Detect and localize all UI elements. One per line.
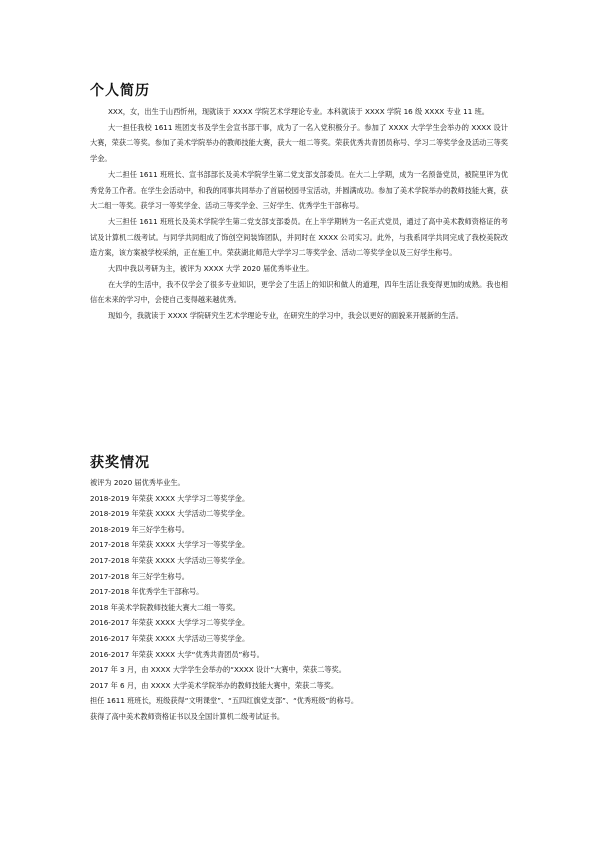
bio-body xyxy=(90,104,508,324)
bio-paragraph: XXX，女，出生于山西忻州，现就读于 XXXX 学院艺术学理论专业。本科就读于 XXXX 学院 16 级 XXXX 专业 11 班。 xyxy=(108,107,489,116)
bio-paragraph: 大四中我以考研为主，被评为 XXXX 大学 2020 届优秀毕业生。 xyxy=(108,264,314,274)
award-item: 2018 年美术学院教师技能大赛大二组一等奖。 xyxy=(90,602,240,612)
bio-paragraph: 现如今，我就读于 XXXX 学院研究生艺术学理论专业，在研究生的学习中，我会以更好的面貌来开展新的生活。 xyxy=(108,311,463,321)
award-item: 2017-2018 年优秀学生干部称号。 xyxy=(90,587,204,597)
award-item: 被评为 2020 届优秀毕业生。 xyxy=(90,478,185,487)
award-item: 2016-2017 年荣获 XXXX 大学活动三等奖学金。 xyxy=(90,633,250,643)
award-item: 2016-2017 年荣获 XXXX 大学学习二等奖学金。 xyxy=(90,618,250,628)
awards-list xyxy=(90,475,510,725)
award-item: 2018-2019 年三好学生称号。 xyxy=(90,524,189,534)
award-item: 2017-2018 年荣获 XXXX 大学活动三等奖学金。 xyxy=(90,555,250,565)
bio-paragraph: 大一担任我校 1611 班团支书及学生会宣书部干事，成为了一名入党积极分子。参加了 XXXX 大学学生会举办的 XXXX 设计大赛，荣获二等奖。参加了美术学院举办的教师技能大赛，获大一组二等奖。荣获优秀共青团员称号、学习二等奖学金及活动三等奖学金。 xyxy=(90,122,508,164)
award-item: 2018-2019 年荣获 XXXX 大学学习二等奖学金。 xyxy=(90,493,250,503)
award-item: 2017-2018 年荣获 XXXX 大学学习一等奖学金。 xyxy=(90,540,250,550)
award-item: 获得了高中美术教师资格证书以及全国计算机二级考试证书。 xyxy=(90,711,285,721)
award-item: 2017 年 3 月，由 XXXX 大学学生会举办的“XXXX 设计”大赛中，荣获二等奖。 xyxy=(90,665,346,675)
bio-paragraph: 在大学的生活中，我不仅学会了很多专业知识，更学会了生活上的知识和做人的道理，四年生活让我变得更加的成熟。我也相信在未来的学习中，会使自己变得越来越优秀。 xyxy=(90,279,508,305)
bio-paragraph: 大二担任 1611 班班长、宣书部部长及美术学院学生第二党支部支部委员。在大二上学期，成为一名预备党员，被院里评为优秀党务工作者。在学生会活动中，和我的同事共同举办了首届校园寻宝活动，并圆满成功。参加了美术学院举办的教师技能大赛，获大二组一等奖。获学习一等奖学金、活动三等奖学金、三好学生、优秀学生干部称号。 xyxy=(90,169,508,211)
awards-section-title: 获奖情况 xyxy=(90,455,150,471)
bio-section-title: 个人简历 xyxy=(90,83,150,99)
award-item: 2017 年 6 月，由 XXXX 大学美术学院举办的教师技能大赛中，荣获二等奖。 xyxy=(90,680,339,690)
award-item: 2017-2018 年三好学生称号。 xyxy=(90,571,189,581)
award-item: 2016-2017 年荣获 XXXX 大学“优秀共青团员”称号。 xyxy=(90,649,264,659)
bio-paragraph: 大三担任 1611 班班长及美术学院学生第二党支部支部委员。在上半学期转为一名正式党员，通过了高中美术教师资格证的考试及计算机二级考试。与同学共同组成了饰创空间装饰团队，并同时在 XXXX 公司实习。此外，与我系同学共同完成了我校美院改造方案，该方案被学校采纳，正在施工中。荣获湖北师范大学学习二等奖学金、活动二等奖学金以及三好学生称号。 xyxy=(90,216,508,258)
award-item: 2018-2019 年荣获 XXXX 大学活动二等奖学金。 xyxy=(90,509,250,519)
award-item: 担任 1611 班班长，班级获得“文明课堂”、“五四红旗党支部”、“优秀班级”的称号。 xyxy=(90,696,359,706)
